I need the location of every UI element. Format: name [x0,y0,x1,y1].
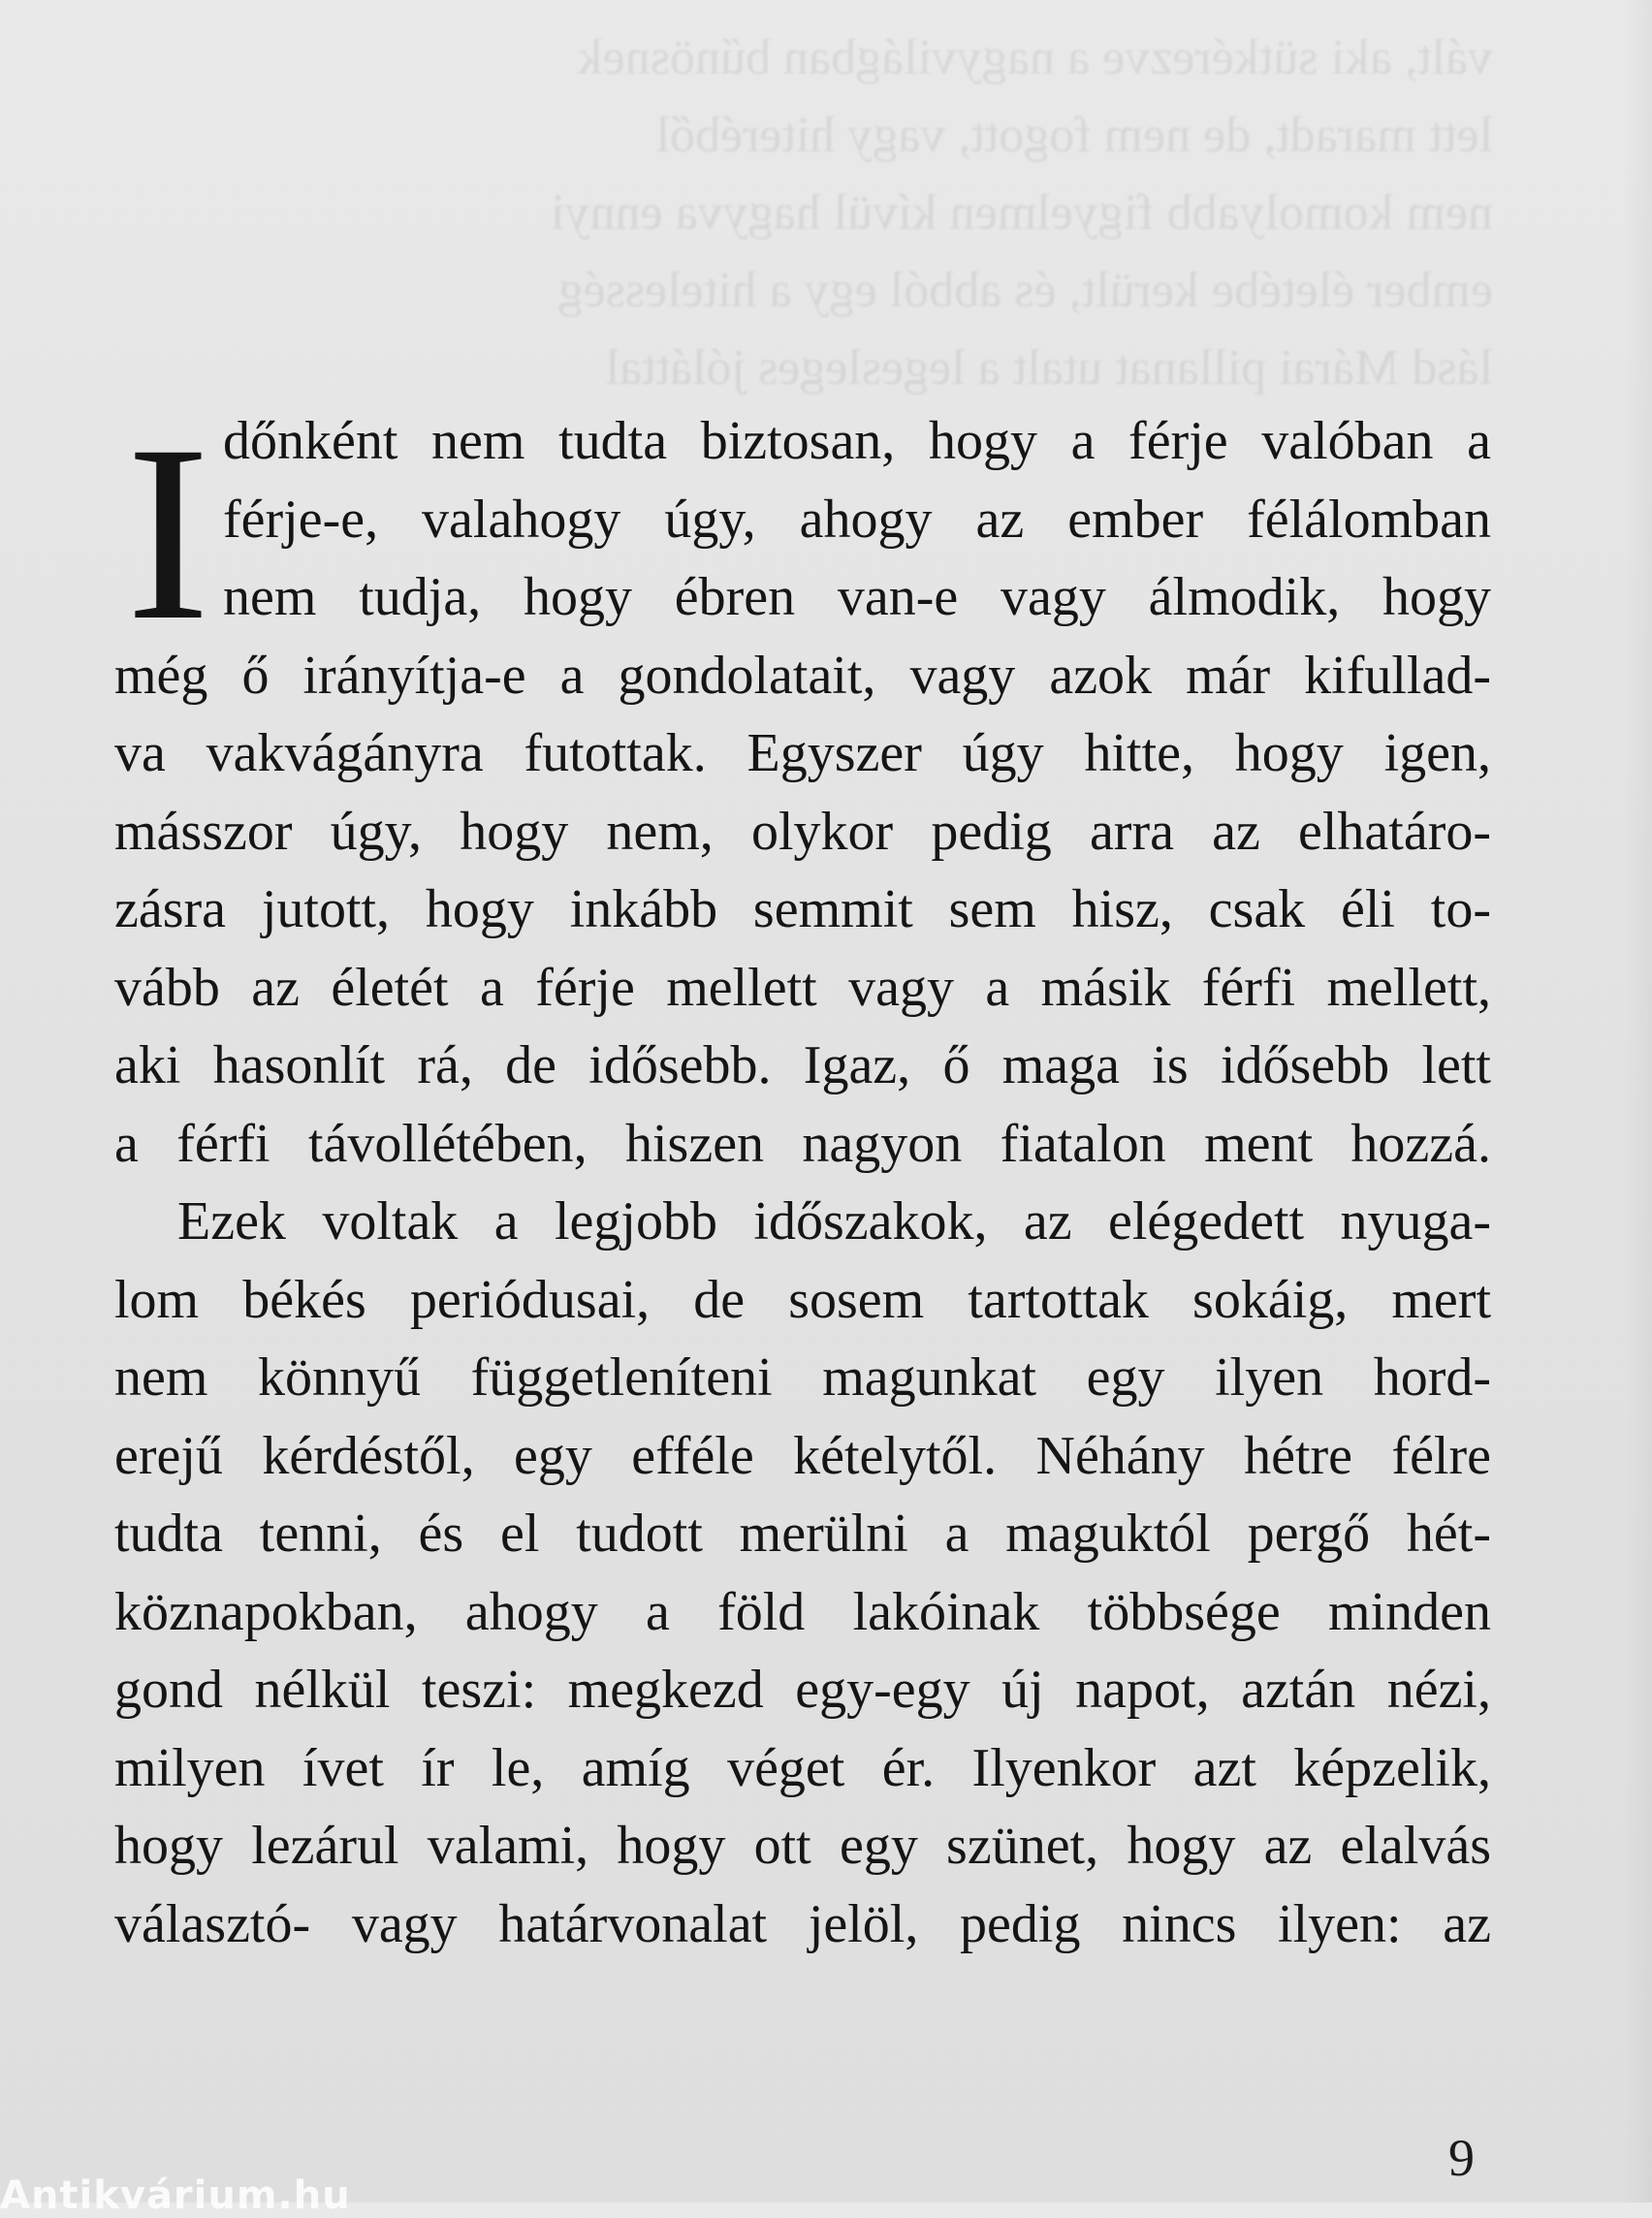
text-line: hogy lezárul valami, hogy ott egy szünet, hogy az elalvás [114,1816,1491,1876]
text-line: nem könnyű függetleníteni magunkat egy ilyen hord- [114,1347,1491,1408]
text-line: va vakvágányra futottak. Egyszer úgy hitte, hogy igen, [114,723,1491,783]
text-line: választó- vagy határvonalat jelöl, pedig nincs ilyen: az [114,1893,1491,1954]
text-line: még ő irányítja-e a gondolatait, vagy azok már kifullad- [114,645,1491,706]
text-line: erejű kérdéstől, egy efféle kételytől. Néhány hétre félre [114,1425,1491,1486]
page-edge-shadow [1623,0,1652,2202]
body-text [114,394,1491,1963]
text-line: köznapokban, ahogy a föld lakóinak többsége minden [114,1581,1491,1642]
text-line: lom békés periódusai, de sosem tartottak sokáig, mert [114,1269,1491,1330]
text-line: férje-e, valahogy úgy, ahogy az ember félálomban [223,489,1491,550]
text-line: vább az életét a férje mellett vagy a másik férfi mellett, [114,957,1491,1018]
bleed-line: lásd Márai pillanat utalt a legesleges jóláttal [605,340,1493,396]
text-line: aki hasonlít rá, de idősebb. Igaz, ő maga is idősebb lett [114,1035,1491,1095]
bleed-line: nem komolyabb figyelmen kívül hagyva ennyi [551,185,1493,240]
bleed-through-text [136,19,1493,407]
text-line: nem tudja, hogy ébren van-e vagy álmodik, hogy [223,567,1491,627]
watermark: Antikvárium.hu [0,2173,351,2218]
text-line: milyen ívet ír le, amíg véget ér. Ilyenkor azt képzelik, [114,1737,1491,1798]
text-line: dőnként nem tudta biztosan, hogy a férje valóban a [223,411,1491,471]
bleed-line: ember életébe került, és abból egy a hitelesség [557,263,1493,318]
text-line: gond nélkül teszi: megkezd egy-egy új napot, aztán nézi, [114,1660,1491,1720]
drop-cap: I [126,394,210,673]
text-line: zásra jutott, hogy inkább semmit sem hisz, csak éli to- [114,879,1491,939]
bleed-line: vált, aki sütkérezve a nagyvilágban bűnösnek [577,30,1493,85]
text-line: tudta tenni, és el tudott merülni a maguktól pergő hét- [114,1504,1491,1564]
bleed-line: lett maradt, de nem fogott, vagy hiteréből [655,108,1493,163]
text-line: Ezek voltak a legjobb időszakok, az elégedett nyuga- [177,1191,1491,1252]
text-line: másszor úgy, hogy nem, olykor pedig arra az elhatáro- [114,801,1491,862]
page-number: 9 [1448,2129,1475,2187]
text-line: a férfi távollétében, hiszen nagyon fiatalon ment hozzá. [114,1113,1491,1174]
